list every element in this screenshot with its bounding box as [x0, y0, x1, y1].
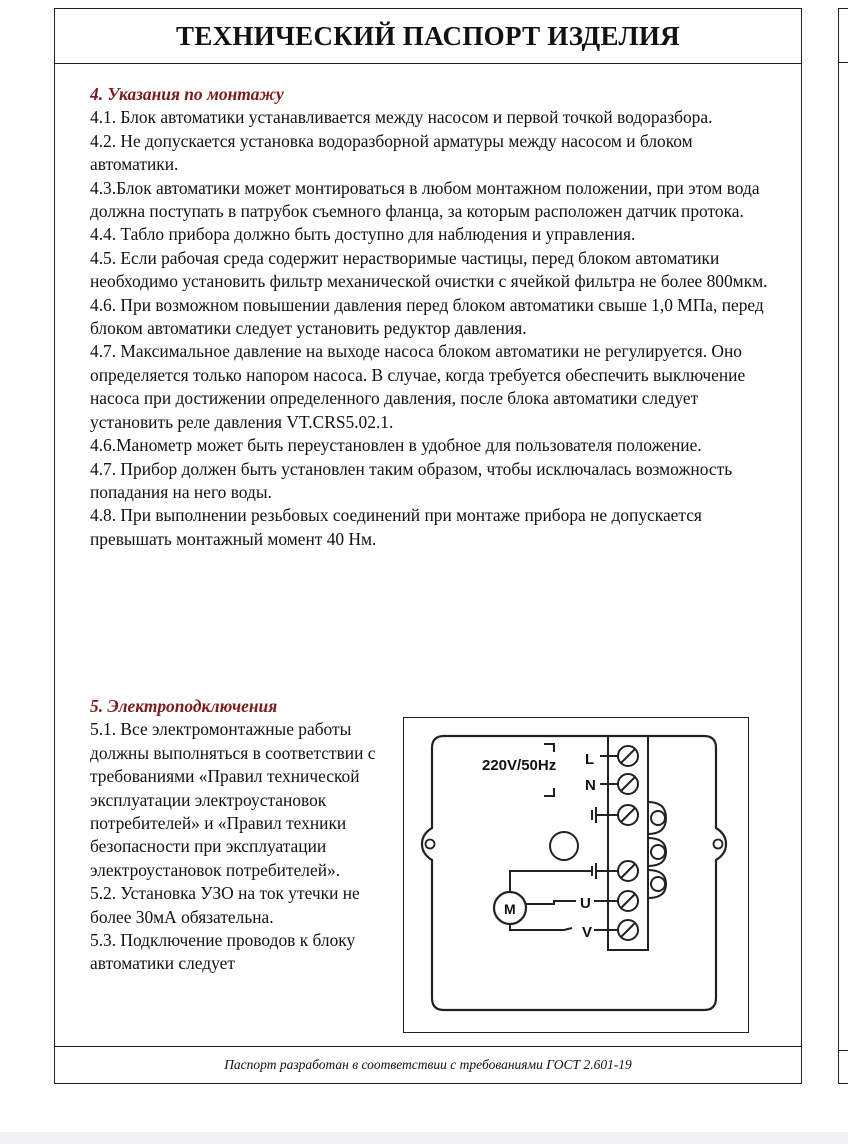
- para-4-3: 4.3.Блок автоматики может монтироваться в любом монтажном положении, при этом вода должна поступать в патрубок съемного фланца, за которым расположен датчик протока.: [90, 177, 760, 222]
- next-page-header-line: [838, 62, 848, 63]
- section-mounting: [90, 83, 781, 551]
- para-4-1: 4.1. Блок автоматики устанавливается между насосом и первой точкой водоразбора.: [90, 107, 713, 128]
- supply-label: 220V/50Hz: [482, 757, 557, 774]
- para-5-1: 5.1. Все электромонтажные работы должны выполняться в соответствии с требованиями «Правил технической эксплуатации электроустановок потребителей» и «Правил техники безопасности при эксплуатации электроустановок потребителей».: [90, 719, 376, 880]
- para-4-6b: 4.6.Манометр может быть переустановлен в удобное для пользователя положение.: [90, 435, 702, 456]
- para-4-5: 4.5. Если рабочая среда содержит нерастворимые частицы, перед блоком автоматики необходимо установить фильтр механической очистки с ячейкой фильтра не более 800мкм.: [90, 247, 768, 292]
- mount-hole-left: [426, 840, 435, 849]
- para-4-8: 4.8. При выполнении резьбовых соединений при монтаже прибора не допускается превышать монтажный момент 40 Нм.: [90, 505, 702, 549]
- wiring-diagram: [403, 717, 749, 1033]
- page-title: ТЕХНИЧЕСКИЙ ПАСПОРТ ИЗДЕЛИЯ: [55, 9, 801, 64]
- next-page-footer-line: [838, 1050, 848, 1051]
- page-footer: Паспорт разработан в соответствии с требованиями ГОСТ 2.601-19: [55, 1046, 801, 1083]
- section-electrical: [90, 695, 390, 976]
- para-4-7: 4.7. Максимальное давление на выходе насоса блоком автоматики не регулируется. Оно определяется только напором насоса. В случае, когда требуется обеспечить выключение насоса при достижении определенного давления, после блока автоматики следует установить реле давления VT.CRS5.02.1.: [90, 341, 746, 432]
- para-4-2: 4.2. Не допускается установка водоразборной арматуры между насосом и блоком автоматики.: [90, 130, 693, 175]
- sensor-port-icon: [550, 832, 578, 860]
- terminal-n-label: N: [585, 777, 596, 794]
- section-5-title: 5. Электроподключения: [90, 696, 278, 716]
- next-page-edge: [838, 8, 848, 1084]
- passport-page: [54, 8, 802, 1084]
- motor-label: M: [504, 901, 516, 917]
- terminal-v-label: V: [582, 924, 593, 941]
- terminal-screws: [618, 746, 638, 940]
- housing-outline: [422, 736, 726, 1010]
- terminal-block: [608, 736, 648, 950]
- para-5-3: 5.3. Подключение проводов к блоку автоматики следует: [90, 930, 356, 974]
- ground-top-icon: [592, 807, 618, 823]
- para-4-4: 4.4. Табло прибора должно быть доступно для наблюдения и управления.: [90, 224, 636, 245]
- mount-hole-right: [714, 840, 723, 849]
- terminal-l-label: L: [585, 751, 595, 768]
- terminal-u-label: U: [580, 895, 591, 912]
- para-5-2: 5.2. Установка УЗО на ток утечки не более 30мА обязательна.: [90, 883, 360, 927]
- cable-glands: [648, 802, 666, 898]
- para-4-7b: 4.7. Прибор должен быть установлен таким образом, чтобы исключалась возможность попадания на него воды.: [90, 458, 733, 502]
- viewer-bottom-strip: [0, 1132, 848, 1144]
- section-4-title: 4. Указания по монтажу: [90, 84, 284, 104]
- ground-bottom-icon: [592, 863, 618, 879]
- para-4-6: 4.6. При возможном повышении давления перед блоком автоматики свыше 1,0 МПа, перед блоком автоматики следует установить редуктор давления.: [90, 294, 764, 339]
- wiring-diagram-svg: [404, 718, 747, 1031]
